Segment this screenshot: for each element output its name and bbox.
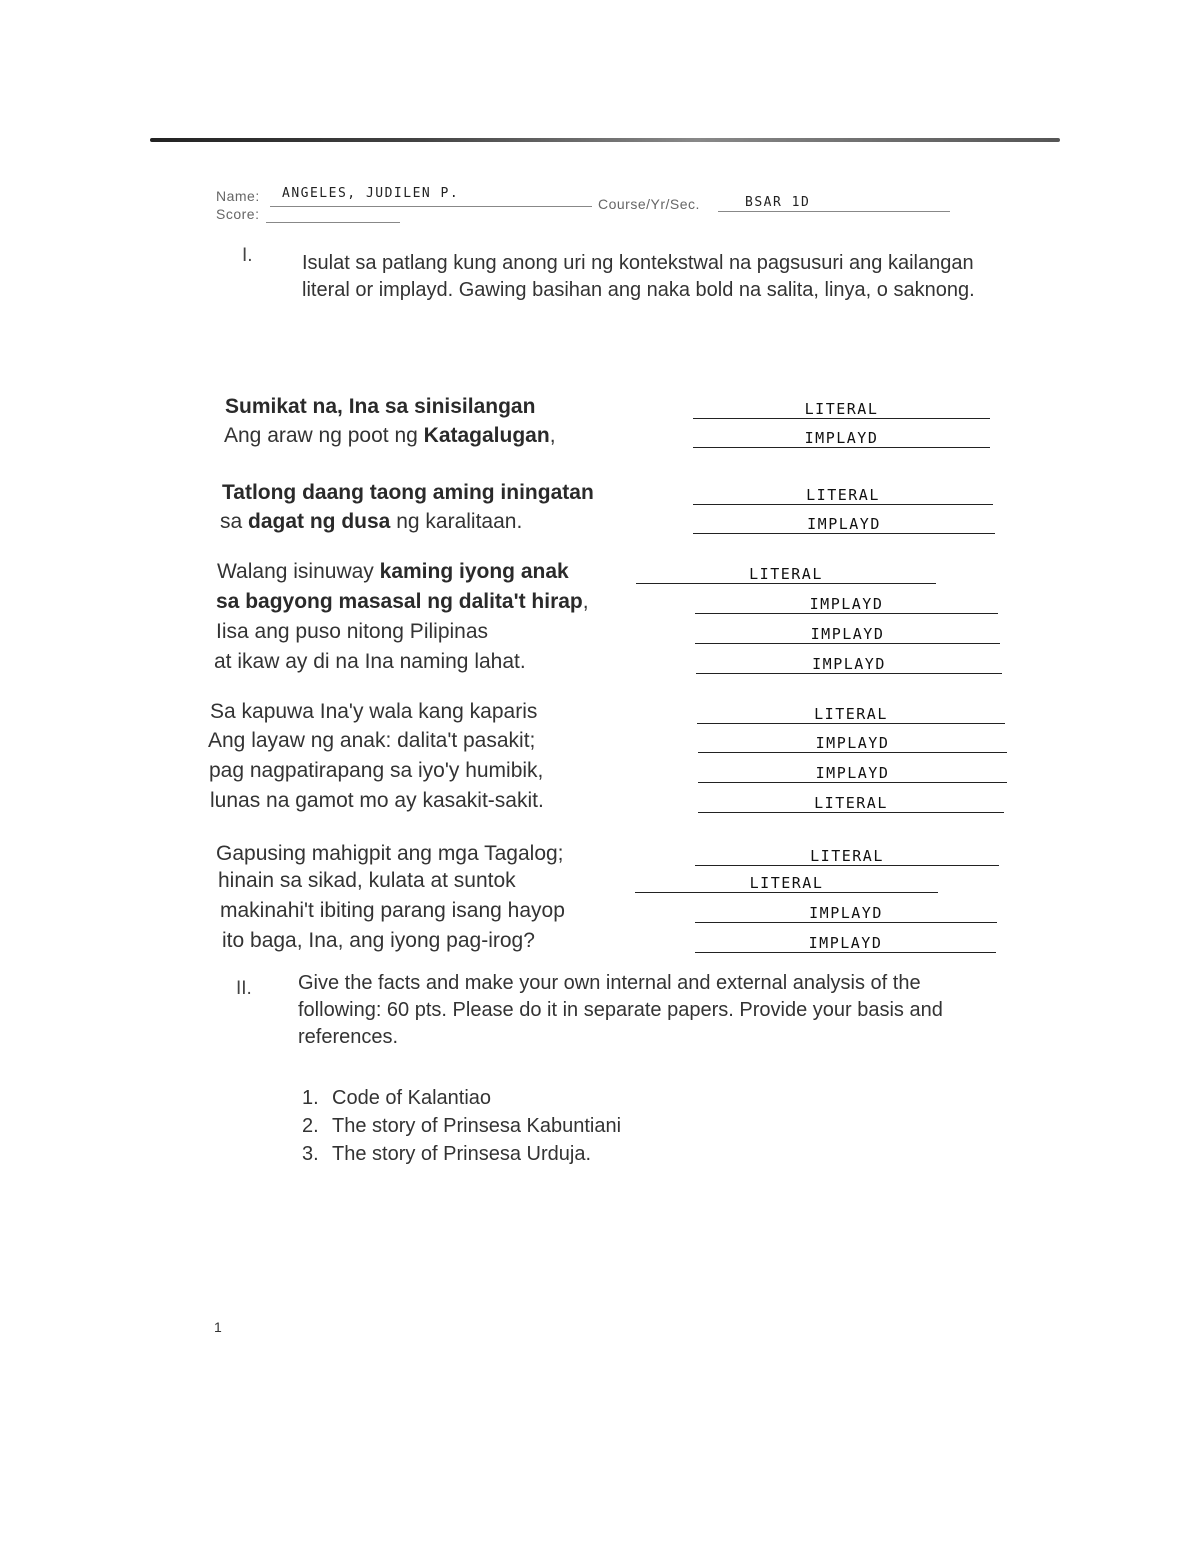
poem-line: [220, 510, 522, 534]
poem-line: [216, 620, 488, 644]
poem-bold-text: Tatlong daang taong aming iningatan: [222, 481, 594, 504]
answer-blank: [693, 504, 993, 505]
poem-bold-text: sa bagyong masasal ng dalita't hirap: [216, 590, 583, 613]
poem-text: ito baga, Ina, ang iyong pag-irog?: [222, 929, 535, 952]
answer-blank: [695, 643, 1000, 644]
poem-text: ng karalitaan.: [390, 510, 523, 533]
poem-bold-text: dagat ng dusa: [248, 510, 391, 533]
poem-line: [222, 481, 594, 505]
list-item-number: 1.: [302, 1087, 319, 1109]
section2-number: II.: [236, 978, 252, 999]
answer-blank: [695, 952, 996, 953]
poem-text: at ikaw ay di na Ina naming lahat.: [214, 650, 526, 673]
poem-line: [225, 395, 535, 419]
handwritten-answer: IMPLAYD: [808, 934, 883, 952]
list-item-text: Code of Kalantiao: [332, 1087, 492, 1109]
poem-text: hinain sa sikad, kulata at suntok: [218, 869, 516, 892]
poem-line: [220, 899, 565, 923]
poem-line: [210, 789, 544, 813]
answer-blank: [693, 447, 990, 448]
answer-blank: [635, 892, 938, 893]
poem-text: Ang layaw ng anak: dalita't pasakit;: [208, 729, 536, 752]
handwritten-answer: IMPLAYD: [812, 655, 886, 673]
handwritten-answer: IMPLAYD: [807, 515, 881, 533]
poem-line: [214, 650, 526, 674]
poem-line: [210, 700, 537, 724]
handwritten-answer: IMPLAYD: [810, 625, 885, 643]
answer-blank: [693, 533, 995, 534]
list-item-number: 3.: [302, 1143, 319, 1165]
answer-blank: [636, 583, 936, 584]
score-underline: [266, 222, 400, 223]
answer-blank: [695, 865, 999, 866]
handwritten-answer: LITERAL: [814, 794, 888, 812]
poem-line: [216, 590, 589, 614]
poem-bold-text: Katagalugan: [423, 424, 550, 447]
handwritten-answer: LITERAL: [749, 565, 823, 583]
poem-text: Walang isinuway: [217, 560, 380, 583]
poem-text: ,: [549, 424, 556, 447]
poem-text: sa: [220, 510, 249, 533]
poem-line: [208, 729, 535, 753]
poem-text: lunas na gamot mo ay kasakit-sakit.: [210, 789, 544, 812]
poem-text: Ang araw ng poot ng: [224, 424, 424, 447]
poem-line: [224, 424, 556, 448]
handwritten-answer: LITERAL: [810, 847, 884, 865]
list-item-text: The story of Prinsesa Urduja.: [332, 1143, 591, 1165]
poem-line: [222, 929, 535, 953]
poem-line: [217, 560, 569, 584]
answer-blank: [695, 922, 997, 923]
poem-line: [216, 842, 564, 866]
section1-number: I.: [242, 245, 253, 266]
answer-blank: [698, 782, 1007, 783]
name-label: Name:: [216, 188, 260, 204]
handwritten-answer: IMPLAYD: [809, 595, 884, 613]
poem-line: [209, 759, 543, 783]
name-value: ANGELES, JUDILEN P.: [282, 186, 460, 201]
score-label: Score:: [216, 206, 260, 222]
handwritten-answer: LITERAL: [804, 400, 879, 418]
course-underline: [718, 211, 950, 212]
poem-text: Iisa ang puso nitong Pilipinas: [216, 620, 489, 643]
answer-blank: [698, 812, 1004, 813]
list-item-text: The story of Prinsesa Kabuntiani: [332, 1115, 622, 1137]
answer-blank: [695, 613, 998, 614]
poem-bold-text: kaming iyong anak: [379, 560, 569, 583]
poem-text: makinahi't ibiting parang isang hayop: [220, 899, 565, 922]
handwritten-answer: IMPLAYD: [815, 734, 890, 752]
top-rule: [150, 138, 1060, 142]
handwritten-answer: IMPLAYD: [809, 904, 883, 922]
answer-blank: [698, 752, 1007, 753]
section2-instructions: Give the facts and make your own internal and external analysis of the following: 60 pts. Please do it in separate papers. Provide your basis and references.: [298, 972, 943, 1048]
answer-blank: [697, 723, 1005, 724]
handwritten-answer: IMPLAYD: [804, 429, 879, 447]
course-value: BSAR 1D: [745, 195, 811, 210]
page-number: 1: [214, 1319, 222, 1335]
handwritten-answer: LITERAL: [749, 874, 824, 892]
handwritten-answer: IMPLAYD: [815, 764, 890, 782]
list-item-number: 2.: [302, 1115, 319, 1137]
handwritten-answer: LITERAL: [806, 486, 880, 504]
handwritten-answer: LITERAL: [814, 705, 888, 723]
poem-text: Gapusing mahigpit ang mga Tagalog;: [216, 842, 564, 865]
poem-text: ,: [582, 590, 589, 613]
poem-bold-text: Sumikat na, Ina sa sinisilangan: [225, 395, 536, 418]
section1-instructions: Isulat sa patlang kung anong uri ng kontekstwal na pagsusuri ang kailangan literal or implayd. Gawing basihan ang naka bold na salita, linya, o saknong.: [302, 252, 975, 301]
poem-text: Sa kapuwa Ina'y wala kang kaparis: [210, 700, 538, 723]
poem-line: [218, 869, 516, 893]
name-underline: [270, 206, 592, 207]
answer-blank: [696, 673, 1002, 674]
course-label: Course/Yr/Sec.: [598, 196, 700, 212]
poem-text: pag nagpatirapang sa iyo'y humibik,: [209, 759, 544, 782]
answer-blank: [693, 418, 990, 419]
